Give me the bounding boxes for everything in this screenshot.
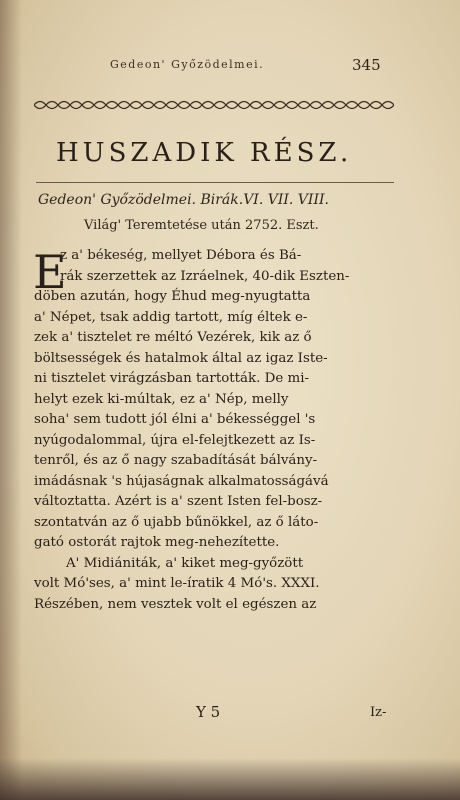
signature-mark: Y 5 xyxy=(196,703,221,721)
divider-rule xyxy=(36,182,394,183)
text-line: volt Mó'ses, a' mint le-íratik 4 Mó's. XXXI. xyxy=(34,576,320,591)
text-line: változtatta. Azért is a' szent Isten fel-bosz- xyxy=(34,494,323,509)
chapter-summary: Gedeon' Győzödelmei. Birák.VI. VII. VIII. xyxy=(38,192,329,208)
text-line: ni tisztelet virágzásban tartották. De mi- xyxy=(34,371,310,386)
text-line: soha' sem tudott jól élni a' békességgel 's xyxy=(34,412,316,427)
text-line: nyúgodalommal, újra el-felejtkezett az Is- xyxy=(34,432,316,448)
text-line: imádásnak 's hújaságnak alkalmatosságává xyxy=(34,473,329,489)
chapter-title: HUSZADIK RÉSZ. xyxy=(56,138,353,168)
text-line: rák szerzettek az Izráelnek, 40-dik Eszten- xyxy=(60,268,350,284)
catchword: Iz- xyxy=(370,705,387,720)
text-line: gató ostorát rajtok meg-nehezítette. xyxy=(34,535,280,550)
body-text xyxy=(34,246,404,615)
text-line: szontatván az ő ujabb bűnökkel, az ő láto- xyxy=(34,514,319,530)
drop-cap: E xyxy=(33,245,67,299)
text-line: z a' békeség, mellyet Débora és Bá- xyxy=(60,248,302,263)
text-line: böltsességek és hatalmok által az igaz Iste- xyxy=(34,350,328,366)
page-number: 345 xyxy=(352,56,381,74)
text-line: a' Népet, tsak addig tartott, míg éltek e- xyxy=(34,309,308,325)
running-head: Gedeon' Győzödelmei. xyxy=(110,58,265,71)
gutter-shadow xyxy=(0,0,22,800)
ornament-border xyxy=(34,96,394,114)
text-line: A' Midiániták, a' kiket meg-győzött xyxy=(66,555,304,571)
text-line: tenről, és az ő nagy szabadítását bálvány- xyxy=(34,453,318,468)
text-line: zek a' tisztelet re méltó Vezérek, kik az ő xyxy=(34,330,312,345)
date-line: Világ' Teremtetése után 2752. Eszt. xyxy=(84,218,319,233)
text-line: döben azután, hogy Éhud meg-nyugtatta xyxy=(34,289,311,304)
page-bottom-edge xyxy=(0,758,460,800)
text-line: helyt ezek ki-múltak, ez a' Nép, melly xyxy=(34,391,289,407)
text-line: Részében, nem vesztek volt el egészen az xyxy=(34,596,317,612)
